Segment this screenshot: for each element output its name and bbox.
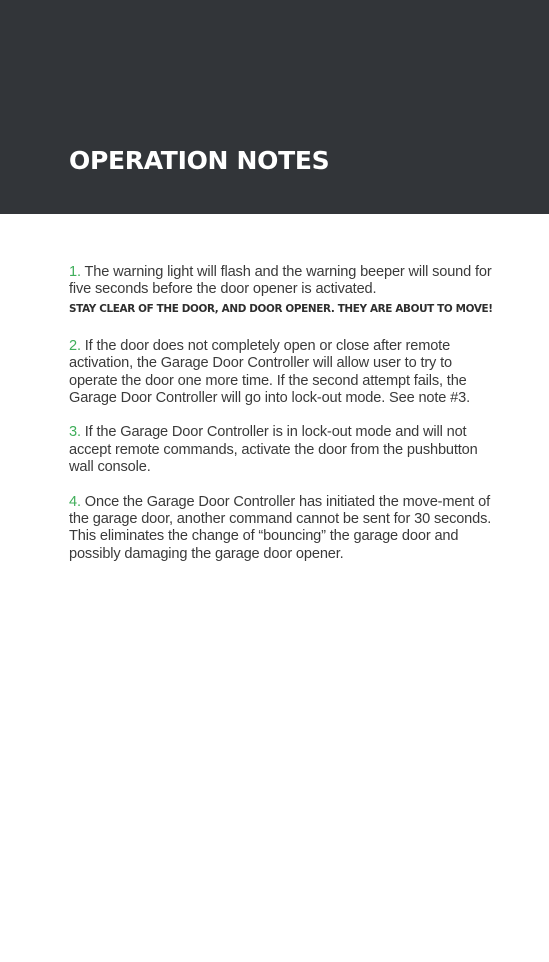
note-number: 3. xyxy=(69,424,81,441)
page-title: OPERATION NOTES xyxy=(69,146,330,175)
note-number: 1. xyxy=(69,264,81,280)
note-number: 2. xyxy=(69,337,81,354)
note-text: Once the Garage Door Controller has initiated the move-ment of the garage door, another command cannot be sent for 30 seconds. This eliminates the change of “bouncing” the garage door and possibly damaging the garage door opener. xyxy=(69,493,492,562)
note-4 xyxy=(69,494,499,564)
note-text: The warning light will flash and the warning beeper will sound for five seconds before the door opener is activated. xyxy=(69,264,492,298)
note-1 xyxy=(69,264,499,299)
warning-text: STAY CLEAR OF THE DOOR, AND DOOR OPENER. THEY ARE ABOUT TO MOVE! xyxy=(69,302,493,315)
notes-list xyxy=(69,264,499,580)
note-number: 4. xyxy=(69,493,81,510)
note-text: If the door does not completely open or close after remote activation, the Garage Door Controller will allow user to try to operate the door one more time. If the second attempt fails, the Garage Door Controller will go into lock-out mode. See note #3. xyxy=(69,337,471,407)
note-2 xyxy=(69,338,499,408)
header-banner xyxy=(0,0,549,214)
note-3 xyxy=(69,424,499,476)
note-text: If the Garage Door Controller is in lock-out mode and will not accept remote commands, activate the door from the pushbutton wall console. xyxy=(69,424,478,476)
